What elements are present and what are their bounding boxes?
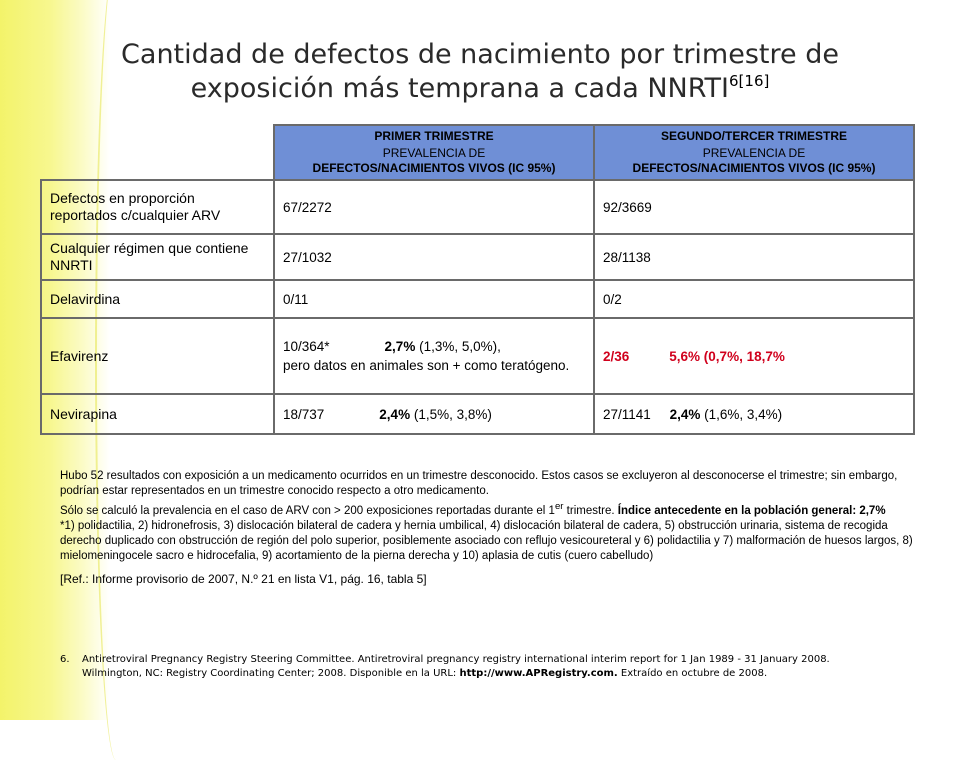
- row-label: Efavirenz: [41, 318, 274, 394]
- row-label: Delavirdina: [41, 280, 274, 318]
- footnote-text: Extraído en octubre de 2008.: [617, 668, 768, 679]
- row-label: Nevirapina: [41, 394, 274, 434]
- header-sub: DEFECTOS/NACIMIENTOS VIVOS (IC 95%): [632, 161, 876, 175]
- row-label: Defectos en proporción reportados c/cualquier ARV: [41, 180, 274, 234]
- table-row: [41, 394, 914, 434]
- cell-count: 2/36: [603, 348, 630, 364]
- cell-count: 18/737: [283, 406, 325, 422]
- header-second-third-trimester: [594, 125, 914, 180]
- cell-percent: 2,4%: [379, 406, 411, 422]
- table-notes: [60, 469, 920, 587]
- note-background-rate: Índice antecedente en la población general: 2,7%: [617, 504, 886, 517]
- title-line-2: exposición más temprana a cada NNRTI: [190, 73, 729, 104]
- cell-first-trimester: 67/2272: [274, 180, 594, 234]
- cell-second-third-trimester: [594, 318, 914, 394]
- table-row: [41, 234, 914, 280]
- header-sub: DEFECTOS/NACIMIENTOS VIVOS (IC 95%): [312, 161, 556, 175]
- header-blank-cell: [41, 125, 274, 180]
- slide-title: [80, 38, 880, 106]
- cell-second-third-trimester: 28/1138: [594, 234, 914, 280]
- note-unknown-trimester: Hubo 52 resultados con exposición a un medicamento ocurridos en un trimestre desconocido. Estos casos se excluyeron al desconocerse el trimestre; sin embargo, podrían estar representados en un trimestre conocido respecto a otro medicamento.: [60, 470, 898, 497]
- footnote: [60, 653, 920, 681]
- header-first-trimester: [274, 125, 594, 180]
- defects-table: [40, 124, 915, 435]
- header-sub: PREVALENCIA DE: [702, 146, 806, 160]
- note-sup: er: [554, 501, 564, 512]
- table-header-row: [41, 125, 914, 180]
- title-reference: 6[16]: [729, 72, 770, 90]
- cell-first-trimester: 0/11: [274, 280, 594, 318]
- table-row: [41, 318, 914, 394]
- note-reference: [Ref.: Informe provisorio de 2007, N.º 21 en lista V1, pág. 16, tabla 5]: [60, 571, 427, 586]
- cell-percent: 2,7%: [384, 339, 416, 354]
- cell-ci: (1,3%, 5,0%),: [419, 339, 501, 354]
- title-line-1: Cantidad de defectos de nacimiento por trimestre de: [121, 39, 839, 70]
- cell-second-third-trimester: 0/2: [594, 280, 914, 318]
- cell-percent-ci: 5,6% (0,7%, 18,7%: [669, 348, 785, 364]
- footnote-url-link[interactable]: http://www.APRegistry.com.: [459, 668, 618, 679]
- header-sub: PREVALENCIA DE: [382, 146, 486, 160]
- cell-count: 10/364*: [283, 339, 330, 354]
- note-defect-list: *1) polidactilia, 2) hidronefrosis, 3) dislocación bilateral de cadera y hernia umbilical, 4) dislocación bilateral de cadera, 5) obstrucción urinaria, sistema de recogida derecho duplicado con obstrucción de región del polo superior, posiblemente asociado con reflujo vesicoureteral y 6) polidactilia y 7) malformación de huesos largos, 8) mielomeningocele sacro e hidrocefalia, 9) acortamiento de la pierna derecha y 10) aplasia de cutis (cuero cabelludo): [60, 519, 913, 562]
- note-prevalence: [60, 499, 920, 519]
- footnote-line-1: Antiretroviral Pregnancy Registry Steering Committee. Antiretroviral pregnancy registry international interim report for 1 Jan 1989 - 31 January 2008.: [82, 654, 830, 665]
- cell-count: 27/1141: [603, 406, 651, 422]
- header-title: PRIMER TRIMESTRE: [374, 129, 494, 143]
- header-title: SEGUNDO/TERCER TRIMESTRE: [660, 129, 847, 143]
- cell-ci: (1,5%, 3,8%): [413, 406, 492, 422]
- footnote-text: Wilmington, NC: Registry Coordinating Center; 2008. Disponible en la URL:: [82, 668, 460, 679]
- table-row: [41, 180, 914, 234]
- footnote-number: 6.: [60, 654, 70, 665]
- cell-note: pero datos en animales son + como teratógeno.: [283, 358, 570, 373]
- cell-percent: 2,4%: [669, 406, 701, 422]
- row-label: Cualquier régimen que contiene NNRTI: [41, 234, 274, 280]
- cell-second-third-trimester: 92/3669: [594, 180, 914, 234]
- cell-second-third-trimester: [594, 394, 914, 434]
- cell-first-trimester: [274, 318, 594, 394]
- cell-first-trimester: [274, 394, 594, 434]
- cell-first-trimester: 27/1032: [274, 234, 594, 280]
- cell-ci: (1,6%, 3,4%): [704, 406, 783, 422]
- note-text: trimestre.: [563, 504, 618, 517]
- table-row: [41, 280, 914, 318]
- note-text: Sólo se calculó la prevalencia en el caso de ARV con > 200 exposiciones reportadas durante el 1: [60, 504, 555, 517]
